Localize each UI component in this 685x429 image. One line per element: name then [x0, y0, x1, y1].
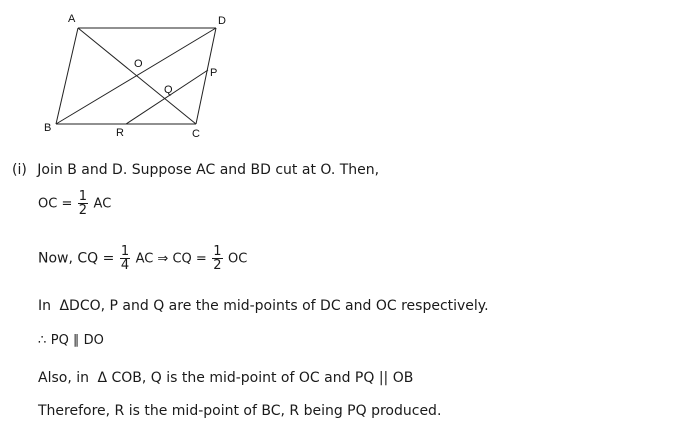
fraction-numerator: 1 — [78, 189, 88, 204]
point-label-b: B — [44, 122, 52, 134]
diagonal-bd — [56, 28, 216, 124]
line-2-lhs: OC = — [38, 196, 73, 212]
fraction-numerator: 1 — [120, 244, 130, 259]
fraction-denominator: 4 — [120, 258, 130, 273]
point-label-r: R — [116, 127, 124, 139]
fraction-half — [78, 190, 88, 217]
line-4-text: DCO, P and Q are the mid-points of DC and OC respectively. — [69, 298, 489, 314]
triangle-icon: Δ — [59, 298, 70, 314]
solution-line-3 — [38, 245, 247, 272]
point-label-d: D — [218, 15, 226, 27]
line-3-prefix: Now, CQ = — [38, 250, 115, 267]
part-label: (i) — [12, 162, 27, 178]
point-label-o: O — [134, 58, 143, 70]
parallelogram-figure — [0, 0, 260, 150]
line-6-text: COB, Q is the mid-point of OC and PQ || OB — [111, 370, 414, 386]
side-ab — [56, 28, 78, 124]
fraction-quarter — [120, 245, 130, 272]
line-1-text: Join B and D. Suppose AC and BD cut at O. Then, — [37, 162, 380, 178]
solution-line-6 — [38, 369, 413, 387]
point-label-q: Q — [164, 84, 173, 96]
line-4-prefix: In — [38, 298, 52, 314]
fraction-denominator: 2 — [213, 258, 222, 273]
point-label-c: C — [192, 128, 200, 140]
point-label-p: P — [210, 67, 218, 79]
segment-pr — [126, 70, 208, 124]
therefore-icon: ∴ — [38, 333, 47, 348]
line-5-text: PQ ∥ DO — [50, 333, 104, 348]
solution-line-2 — [38, 190, 111, 217]
line-6-prefix: Also, in — [38, 370, 89, 386]
solution-line-7 — [38, 402, 441, 420]
line-2-rhs: AC — [93, 196, 112, 212]
line-3-mid: AC ⇒ CQ = — [135, 251, 207, 267]
triangle-icon: Δ — [97, 370, 108, 386]
solution-line-4 — [38, 297, 489, 315]
line-3-rhs: OC — [227, 251, 248, 267]
fraction-half-2 — [212, 245, 222, 272]
line-7-text: Therefore, R is the mid-point of BC, R being PQ produced. — [38, 403, 442, 419]
point-label-a: A — [68, 13, 76, 25]
diagonal-ac — [78, 28, 196, 124]
fraction-numerator: 1 — [213, 244, 222, 259]
solution-line-5 — [38, 331, 104, 350]
figure-svg — [0, 0, 260, 150]
fraction-denominator: 2 — [78, 203, 88, 218]
solution-line-1 — [12, 161, 379, 179]
